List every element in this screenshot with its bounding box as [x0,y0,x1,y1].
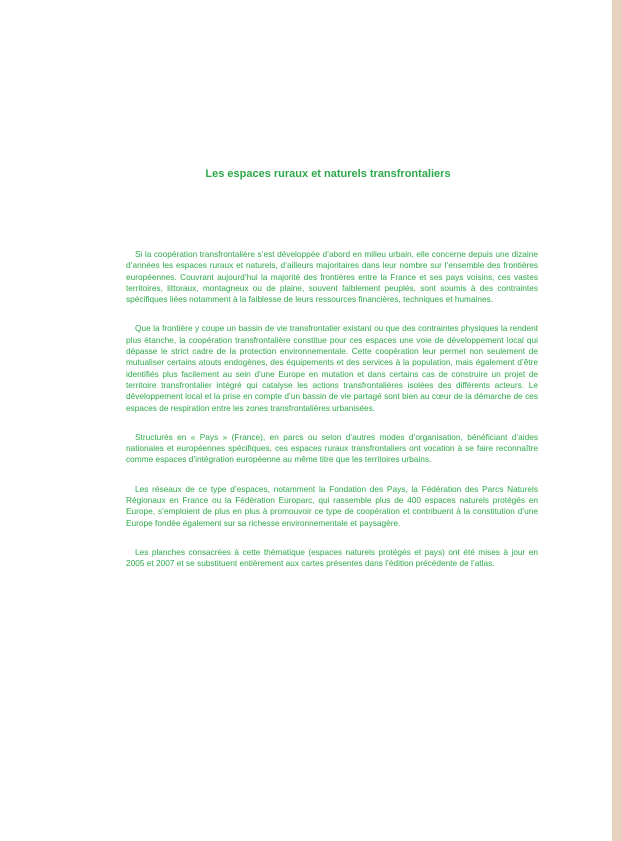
page-edge-strip [612,0,622,841]
page-title: Les espaces ruraux et naturels transfrontaliers [205,168,451,180]
body-text [126,249,538,588]
paragraph-1: Si la coopération transfrontalière s’est développée d’abord en milieu urbain, elle concerne depuis une dizaine d’années les espaces ruraux et naturels, d’ailleurs majoritaires dans leur nombre sur l’ensemble des frontières européennes. Couvrant aujourd’hui la majorité des frontières entre la France et ses pays voisins, ces vastes territoires, littoraux, montagneux ou de plaine, souvent faiblement peuplés, sont soumis à des contraintes spécifiques liées notamment à la faiblesse de leurs ressources financières, techniques et humaines. [126,249,538,305]
paragraph-4: Les réseaux de ce type d’espaces, notamment la Fondation des Pays, la Fédération des Parcs Naturels Régionaux en France ou la Fédération Europarc, qui rassemble plus de 400 espaces naturels protégés en Europe, s’emploient de plus en plus à promouvoir ce type de coopération et contribuent à la constitution d’une Europe fondée également sur sa richesse environnementale et paysagère. [126,483,538,528]
paragraph-2: Que la frontière y coupe un bassin de vie transfrontalier existant ou que des contraintes physiques la rendent plus étanche, la coopération transfrontalière constitue pour ces espaces une voie de développement local qui dépasse le strict cadre de la protection environnementale. Cette coopération leur permet non seulement de mutualiser certains atouts endogènes, des équipements et des services à la population, mais également d’être identifiés plus facilement au sein d’une Europe en mutation et dans certains cas de construire un projet de territoire transfrontalier intégré qui catalyse les actions transfrontalières isolées des différents acteurs. Le développement local et la prise en compte d’un bassin de vie partagé sont bien au cœur de la démarche de ces espaces de respiration entre les zones transfrontalières urbanisées. [126,323,538,413]
paragraph-3: Structurés en « Pays » (France), en parcs ou selon d’autres modes d’organisation, bénéficiant d’aides nationales et européennes spécifiques, ces espaces ruraux transfrontaliers ont vocation à se faire reconnaître comme espaces d’intégration européenne au même titre que les territoires urbains. [126,431,538,465]
paragraph-5: Les planches consacrées à cette thématique (espaces naturels protégés et pays) ont été mises à jour en 2005 et 2007 et se substituent entièrement aux cartes présentes dans l’édition précédente de l’atlas. [126,546,538,569]
